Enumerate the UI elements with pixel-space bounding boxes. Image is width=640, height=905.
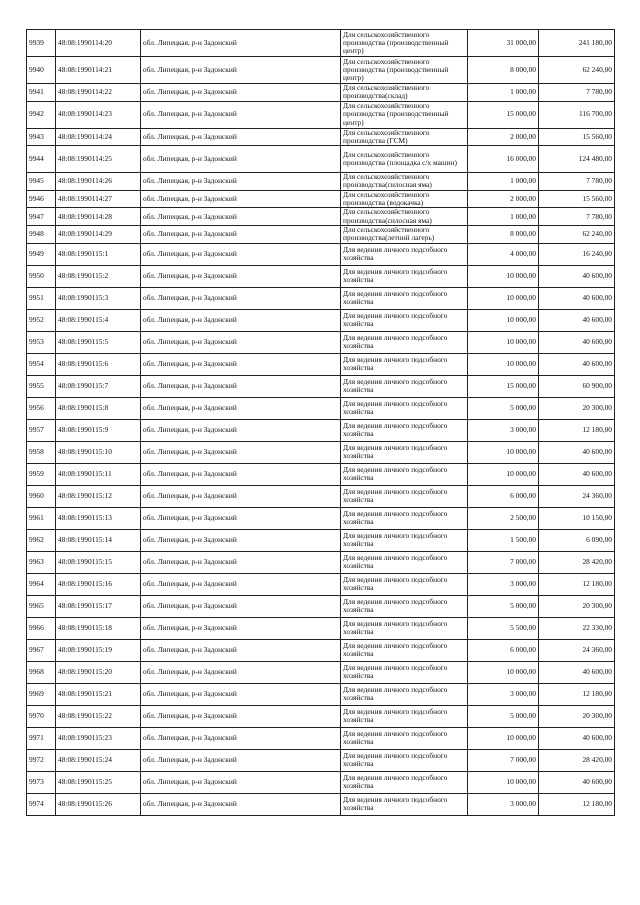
area-cell: 3 000,00 bbox=[468, 683, 539, 705]
cadastral-number-cell: 48:08:1990115:21 bbox=[56, 683, 141, 705]
row-number-cell: 9957 bbox=[27, 419, 56, 441]
address-cell: обл. Липецкая, р-н Задонский bbox=[141, 573, 341, 595]
area-cell: 15 000,00 bbox=[468, 101, 539, 128]
cadastral-value-cell: 40 600,00 bbox=[539, 661, 615, 683]
row-number-cell: 9966 bbox=[27, 617, 56, 639]
area-cell: 10 000,00 bbox=[468, 331, 539, 353]
cadastral-value-cell: 40 600,00 bbox=[539, 441, 615, 463]
cadastral-value-cell: 16 240,00 bbox=[539, 243, 615, 265]
cadastral-value-cell: 12 180,00 bbox=[539, 419, 615, 441]
address-cell: обл. Липецкая, р-н Задонский bbox=[141, 683, 341, 705]
cadastral-value-cell: 40 600,00 bbox=[539, 771, 615, 793]
permitted-use-cell: Для сельскохозяйственного производства (производственный центр) bbox=[341, 30, 468, 57]
permitted-use-cell: Для ведения личного подсобного хозяйства bbox=[341, 793, 468, 815]
area-cell: 10 000,00 bbox=[468, 727, 539, 749]
address-cell: обл. Липецкая, р-н Задонский bbox=[141, 617, 341, 639]
table-row bbox=[27, 146, 615, 173]
permitted-use-cell: Для сельскохозяйственного производства(склад) bbox=[341, 84, 468, 102]
cadastral-value-cell: 24 360,00 bbox=[539, 485, 615, 507]
permitted-use-cell: Для ведения личного подсобного хозяйства bbox=[341, 683, 468, 705]
address-cell: обл. Липецкая, р-н Задонский bbox=[141, 225, 341, 243]
address-cell: обл. Липецкая, р-н Задонский bbox=[141, 173, 341, 191]
cadastral-number-cell: 48:08:1990114:27 bbox=[56, 190, 141, 208]
table-row bbox=[27, 397, 615, 419]
cadastral-value-cell: 40 600,00 bbox=[539, 463, 615, 485]
address-cell: обл. Липецкая, р-н Задонский bbox=[141, 146, 341, 173]
row-number-cell: 9939 bbox=[27, 30, 56, 57]
permitted-use-cell: Для сельскохозяйственного производства (производственный центр) bbox=[341, 101, 468, 128]
row-number-cell: 9942 bbox=[27, 101, 56, 128]
cadastral-number-cell: 48:08:1990115:17 bbox=[56, 595, 141, 617]
permitted-use-cell: Для ведения личного подсобного хозяйства bbox=[341, 727, 468, 749]
cadastral-value-cell: 12 180,00 bbox=[539, 573, 615, 595]
cadastral-value-cell: 24 360,00 bbox=[539, 639, 615, 661]
table-row bbox=[27, 265, 615, 287]
permitted-use-cell: Для ведения личного подсобного хозяйства bbox=[341, 595, 468, 617]
table-row bbox=[27, 595, 615, 617]
permitted-use-cell: Для ведения личного подсобного хозяйства bbox=[341, 463, 468, 485]
permitted-use-cell: Для ведения личного подсобного хозяйства bbox=[341, 331, 468, 353]
cadastral-number-cell: 48:08:1990114:28 bbox=[56, 208, 141, 226]
cadastral-number-cell: 48:08:1990115:2 bbox=[56, 265, 141, 287]
permitted-use-cell: Для сельскохозяйственного производства (ГСМ) bbox=[341, 128, 468, 146]
permitted-use-cell: Для сельскохозяйственного производства(силосная яма) bbox=[341, 208, 468, 226]
cadastral-value-cell: 22 330,00 bbox=[539, 617, 615, 639]
row-number-cell: 9951 bbox=[27, 287, 56, 309]
area-cell: 10 000,00 bbox=[468, 353, 539, 375]
address-cell: обл. Липецкая, р-н Задонский bbox=[141, 441, 341, 463]
address-cell: обл. Липецкая, р-н Задонский bbox=[141, 793, 341, 815]
row-number-cell: 9945 bbox=[27, 173, 56, 191]
row-number-cell: 9970 bbox=[27, 705, 56, 727]
cadastral-number-cell: 48:08:1990115:3 bbox=[56, 287, 141, 309]
cadastral-number-cell: 48:08:1990115:11 bbox=[56, 463, 141, 485]
row-number-cell: 9943 bbox=[27, 128, 56, 146]
cadastral-value-cell: 28 420,00 bbox=[539, 551, 615, 573]
area-cell: 10 000,00 bbox=[468, 309, 539, 331]
table-row bbox=[27, 529, 615, 551]
table-row bbox=[27, 727, 615, 749]
address-cell: обл. Липецкая, р-н Задонский bbox=[141, 128, 341, 146]
area-cell: 5 000,00 bbox=[468, 397, 539, 419]
address-cell: обл. Липецкая, р-н Задонский bbox=[141, 749, 341, 771]
row-number-cell: 9967 bbox=[27, 639, 56, 661]
address-cell: обл. Липецкая, р-н Задонский bbox=[141, 101, 341, 128]
cadastral-number-cell: 48:08:1990114:23 bbox=[56, 101, 141, 128]
cadastral-number-cell: 48:08:1990115:5 bbox=[56, 331, 141, 353]
table-body bbox=[27, 30, 615, 816]
address-cell: обл. Липецкая, р-н Задонский bbox=[141, 529, 341, 551]
document-page bbox=[26, 29, 614, 816]
address-cell: обл. Липецкая, р-н Задонский bbox=[141, 243, 341, 265]
address-cell: обл. Липецкая, р-н Задонский bbox=[141, 375, 341, 397]
cadastral-number-cell: 48:08:1990115:20 bbox=[56, 661, 141, 683]
row-number-cell: 9972 bbox=[27, 749, 56, 771]
row-number-cell: 9973 bbox=[27, 771, 56, 793]
address-cell: обл. Липецкая, р-н Задонский bbox=[141, 331, 341, 353]
address-cell: обл. Липецкая, р-н Задонский bbox=[141, 551, 341, 573]
table-row bbox=[27, 551, 615, 573]
address-cell: обл. Липецкая, р-н Задонский bbox=[141, 595, 341, 617]
cadastral-number-cell: 48:08:1990114:29 bbox=[56, 225, 141, 243]
area-cell: 7 000,00 bbox=[468, 551, 539, 573]
area-cell: 6 000,00 bbox=[468, 485, 539, 507]
area-cell: 2 000,00 bbox=[468, 128, 539, 146]
permitted-use-cell: Для сельскохозяйственного производства (производственный центр) bbox=[341, 57, 468, 84]
cadastral-number-cell: 48:08:1990115:1 bbox=[56, 243, 141, 265]
row-number-cell: 9961 bbox=[27, 507, 56, 529]
row-number-cell: 9968 bbox=[27, 661, 56, 683]
cadastral-number-cell: 48:08:1990114:22 bbox=[56, 84, 141, 102]
cadastral-value-cell: 40 600,00 bbox=[539, 265, 615, 287]
permitted-use-cell: Для ведения личного подсобного хозяйства bbox=[341, 529, 468, 551]
permitted-use-cell: Для сельскохозяйственного производства(силосная яма) bbox=[341, 173, 468, 191]
cadastral-number-cell: 48:08:1990114:26 bbox=[56, 173, 141, 191]
area-cell: 3 000,00 bbox=[468, 419, 539, 441]
cadastral-value-cell: 20 300,00 bbox=[539, 595, 615, 617]
address-cell: обл. Липецкая, р-н Задонский bbox=[141, 57, 341, 84]
cadastral-value-cell: 20 300,00 bbox=[539, 397, 615, 419]
permitted-use-cell: Для сельскохозяйственного производства (площадка с/х машин) bbox=[341, 146, 468, 173]
cadastral-value-cell: 40 600,00 bbox=[539, 287, 615, 309]
table-row bbox=[27, 331, 615, 353]
permitted-use-cell: Для ведения личного подсобного хозяйства bbox=[341, 639, 468, 661]
permitted-use-cell: Для сельскохозяйственного производства(летний лагерь) bbox=[341, 225, 468, 243]
cadastral-value-cell: 15 560,00 bbox=[539, 128, 615, 146]
table-row bbox=[27, 173, 615, 191]
row-number-cell: 9949 bbox=[27, 243, 56, 265]
address-cell: обл. Липецкая, р-н Задонский bbox=[141, 190, 341, 208]
area-cell: 4 000,00 bbox=[468, 243, 539, 265]
permitted-use-cell: Для ведения личного подсобного хозяйства bbox=[341, 617, 468, 639]
address-cell: обл. Липецкая, р-н Задонский bbox=[141, 287, 341, 309]
area-cell: 1 500,00 bbox=[468, 529, 539, 551]
permitted-use-cell: Для ведения личного подсобного хозяйства bbox=[341, 353, 468, 375]
permitted-use-cell: Для ведения личного подсобного хозяйства bbox=[341, 507, 468, 529]
address-cell: обл. Липецкая, р-н Задонский bbox=[141, 485, 341, 507]
table-row bbox=[27, 30, 615, 57]
address-cell: обл. Липецкая, р-н Задонский bbox=[141, 705, 341, 727]
permitted-use-cell: Для ведения личного подсобного хозяйства bbox=[341, 485, 468, 507]
permitted-use-cell: Для ведения личного подсобного хозяйства bbox=[341, 749, 468, 771]
table-row bbox=[27, 190, 615, 208]
cadastral-number-cell: 48:08:1990115:19 bbox=[56, 639, 141, 661]
area-cell: 31 000,00 bbox=[468, 30, 539, 57]
permitted-use-cell: Для ведения личного подсобного хозяйства bbox=[341, 397, 468, 419]
permitted-use-cell: Для ведения личного подсобного хозяйства bbox=[341, 243, 468, 265]
permitted-use-cell: Для ведения личного подсобного хозяйства bbox=[341, 551, 468, 573]
table-row bbox=[27, 749, 615, 771]
row-number-cell: 9948 bbox=[27, 225, 56, 243]
area-cell: 2 500,00 bbox=[468, 507, 539, 529]
area-cell: 10 000,00 bbox=[468, 287, 539, 309]
cadastral-number-cell: 48:08:1990115:15 bbox=[56, 551, 141, 573]
table-row bbox=[27, 208, 615, 226]
cadastral-number-cell: 48:08:1990115:6 bbox=[56, 353, 141, 375]
row-number-cell: 9962 bbox=[27, 529, 56, 551]
cadastral-value-cell: 124 480,00 bbox=[539, 146, 615, 173]
cadastral-value-cell: 12 180,00 bbox=[539, 793, 615, 815]
table-row bbox=[27, 771, 615, 793]
row-number-cell: 9952 bbox=[27, 309, 56, 331]
table-row bbox=[27, 57, 615, 84]
area-cell: 7 000,00 bbox=[468, 749, 539, 771]
row-number-cell: 9960 bbox=[27, 485, 56, 507]
cadastral-number-cell: 48:08:1990115:12 bbox=[56, 485, 141, 507]
cadastral-number-cell: 48:08:1990115:23 bbox=[56, 727, 141, 749]
area-cell: 10 000,00 bbox=[468, 441, 539, 463]
cadastral-value-cell: 60 900,00 bbox=[539, 375, 615, 397]
area-cell: 10 000,00 bbox=[468, 463, 539, 485]
table-row bbox=[27, 243, 615, 265]
cadastral-value-cell: 40 600,00 bbox=[539, 727, 615, 749]
row-number-cell: 9969 bbox=[27, 683, 56, 705]
area-cell: 8 000,00 bbox=[468, 225, 539, 243]
table-row bbox=[27, 485, 615, 507]
row-number-cell: 9963 bbox=[27, 551, 56, 573]
cadastral-value-cell: 7 780,00 bbox=[539, 84, 615, 102]
cadastral-number-cell: 48:08:1990114:24 bbox=[56, 128, 141, 146]
cadastral-value-cell: 62 240,00 bbox=[539, 57, 615, 84]
area-cell: 1 000,00 bbox=[468, 84, 539, 102]
area-cell: 15 000,00 bbox=[468, 375, 539, 397]
cadastral-number-cell: 48:08:1990115:22 bbox=[56, 705, 141, 727]
table-row bbox=[27, 639, 615, 661]
permitted-use-cell: Для ведения личного подсобного хозяйства bbox=[341, 771, 468, 793]
area-cell: 1 000,00 bbox=[468, 208, 539, 226]
cadastral-number-cell: 48:08:1990115:8 bbox=[56, 397, 141, 419]
cadastral-number-cell: 48:08:1990115:18 bbox=[56, 617, 141, 639]
address-cell: обл. Липецкая, р-н Задонский bbox=[141, 507, 341, 529]
cadastral-number-cell: 48:08:1990115:26 bbox=[56, 793, 141, 815]
permitted-use-cell: Для ведения личного подсобного хозяйства bbox=[341, 441, 468, 463]
permitted-use-cell: Для ведения личного подсобного хозяйства bbox=[341, 661, 468, 683]
table-row bbox=[27, 705, 615, 727]
table-row bbox=[27, 661, 615, 683]
cadastral-number-cell: 48:08:1990115:25 bbox=[56, 771, 141, 793]
address-cell: обл. Липецкая, р-н Задонский bbox=[141, 639, 341, 661]
permitted-use-cell: Для ведения личного подсобного хозяйства bbox=[341, 287, 468, 309]
row-number-cell: 9944 bbox=[27, 146, 56, 173]
address-cell: обл. Липецкая, р-н Задонский bbox=[141, 309, 341, 331]
cadastral-value-cell: 241 180,00 bbox=[539, 30, 615, 57]
cadastral-value-cell: 15 560,00 bbox=[539, 190, 615, 208]
area-cell: 1 000,00 bbox=[468, 173, 539, 191]
cadastral-number-cell: 48:08:1990115:13 bbox=[56, 507, 141, 529]
table-row bbox=[27, 507, 615, 529]
permitted-use-cell: Для ведения личного подсобного хозяйства bbox=[341, 309, 468, 331]
table-row bbox=[27, 617, 615, 639]
permitted-use-cell: Для ведения личного подсобного хозяйства bbox=[341, 375, 468, 397]
table-row bbox=[27, 128, 615, 146]
area-cell: 5 000,00 bbox=[468, 595, 539, 617]
table-row bbox=[27, 353, 615, 375]
area-cell: 2 000,00 bbox=[468, 190, 539, 208]
row-number-cell: 9950 bbox=[27, 265, 56, 287]
permitted-use-cell: Для ведения личного подсобного хозяйства bbox=[341, 265, 468, 287]
cadastral-value-cell: 40 600,00 bbox=[539, 331, 615, 353]
address-cell: обл. Липецкая, р-н Задонский bbox=[141, 84, 341, 102]
permitted-use-cell: Для ведения личного подсобного хозяйства bbox=[341, 419, 468, 441]
row-number-cell: 9954 bbox=[27, 353, 56, 375]
cadastral-number-cell: 48:08:1990114:20 bbox=[56, 30, 141, 57]
row-number-cell: 9971 bbox=[27, 727, 56, 749]
row-number-cell: 9946 bbox=[27, 190, 56, 208]
table-row bbox=[27, 419, 615, 441]
row-number-cell: 9965 bbox=[27, 595, 56, 617]
area-cell: 5 000,00 bbox=[468, 705, 539, 727]
cadastral-value-cell: 10 150,00 bbox=[539, 507, 615, 529]
row-number-cell: 9947 bbox=[27, 208, 56, 226]
cadastral-number-cell: 48:08:1990114:21 bbox=[56, 57, 141, 84]
area-cell: 5 500,00 bbox=[468, 617, 539, 639]
cadastral-number-cell: 48:08:1990115:7 bbox=[56, 375, 141, 397]
cadastral-value-cell: 12 180,00 bbox=[539, 683, 615, 705]
area-cell: 10 000,00 bbox=[468, 265, 539, 287]
table-row bbox=[27, 101, 615, 128]
permitted-use-cell: Для ведения личного подсобного хозяйства bbox=[341, 705, 468, 727]
row-number-cell: 9974 bbox=[27, 793, 56, 815]
cadastral-value-cell: 6 090,00 bbox=[539, 529, 615, 551]
cadastral-value-cell: 28 420,00 bbox=[539, 749, 615, 771]
table-row bbox=[27, 573, 615, 595]
table-row bbox=[27, 683, 615, 705]
area-cell: 10 000,00 bbox=[468, 771, 539, 793]
address-cell: обл. Липецкая, р-н Задонский bbox=[141, 265, 341, 287]
cadastral-value-cell: 7 780,00 bbox=[539, 173, 615, 191]
table-row bbox=[27, 441, 615, 463]
address-cell: обл. Липецкая, р-н Задонский bbox=[141, 419, 341, 441]
table-row bbox=[27, 287, 615, 309]
address-cell: обл. Липецкая, р-н Задонский bbox=[141, 463, 341, 485]
area-cell: 3 000,00 bbox=[468, 573, 539, 595]
row-number-cell: 9958 bbox=[27, 441, 56, 463]
row-number-cell: 9940 bbox=[27, 57, 56, 84]
address-cell: обл. Липецкая, р-н Задонский bbox=[141, 661, 341, 683]
cadastral-value-cell: 7 780,00 bbox=[539, 208, 615, 226]
cadastral-number-cell: 48:08:1990114:25 bbox=[56, 146, 141, 173]
cadastral-number-cell: 48:08:1990115:24 bbox=[56, 749, 141, 771]
cadastral-value-cell: 40 600,00 bbox=[539, 309, 615, 331]
area-cell: 8 000,00 bbox=[468, 57, 539, 84]
cadastral-value-cell: 62 240,00 bbox=[539, 225, 615, 243]
permitted-use-cell: Для сельскохозяйственного производства (водокачка) bbox=[341, 190, 468, 208]
cadastral-number-cell: 48:08:1990115:14 bbox=[56, 529, 141, 551]
area-cell: 10 000,00 bbox=[468, 661, 539, 683]
cadastral-number-cell: 48:08:1990115:4 bbox=[56, 309, 141, 331]
address-cell: обл. Липецкая, р-н Задонский bbox=[141, 208, 341, 226]
table-row bbox=[27, 375, 615, 397]
cadastral-number-cell: 48:08:1990115:16 bbox=[56, 573, 141, 595]
row-number-cell: 9959 bbox=[27, 463, 56, 485]
address-cell: обл. Липецкая, р-н Задонский bbox=[141, 397, 341, 419]
cadastral-value-cell: 40 600,00 bbox=[539, 353, 615, 375]
area-cell: 3 000,00 bbox=[468, 793, 539, 815]
area-cell: 16 000,00 bbox=[468, 146, 539, 173]
cadastral-value-cell: 116 700,00 bbox=[539, 101, 615, 128]
row-number-cell: 9953 bbox=[27, 331, 56, 353]
cadastral-number-cell: 48:08:1990115:9 bbox=[56, 419, 141, 441]
row-number-cell: 9955 bbox=[27, 375, 56, 397]
land-plots-table bbox=[26, 29, 615, 816]
address-cell: обл. Липецкая, р-н Задонский bbox=[141, 727, 341, 749]
table-row bbox=[27, 225, 615, 243]
area-cell: 6 000,00 bbox=[468, 639, 539, 661]
cadastral-number-cell: 48:08:1990115:10 bbox=[56, 441, 141, 463]
address-cell: обл. Липецкая, р-н Задонский bbox=[141, 771, 341, 793]
table-row bbox=[27, 309, 615, 331]
cadastral-value-cell: 20 300,00 bbox=[539, 705, 615, 727]
table-row bbox=[27, 463, 615, 485]
row-number-cell: 9964 bbox=[27, 573, 56, 595]
row-number-cell: 9956 bbox=[27, 397, 56, 419]
row-number-cell: 9941 bbox=[27, 84, 56, 102]
address-cell: обл. Липецкая, р-н Задонский bbox=[141, 353, 341, 375]
permitted-use-cell: Для ведения личного подсобного хозяйства bbox=[341, 573, 468, 595]
address-cell: обл. Липецкая, р-н Задонский bbox=[141, 30, 341, 57]
table-row bbox=[27, 793, 615, 815]
table-row bbox=[27, 84, 615, 102]
